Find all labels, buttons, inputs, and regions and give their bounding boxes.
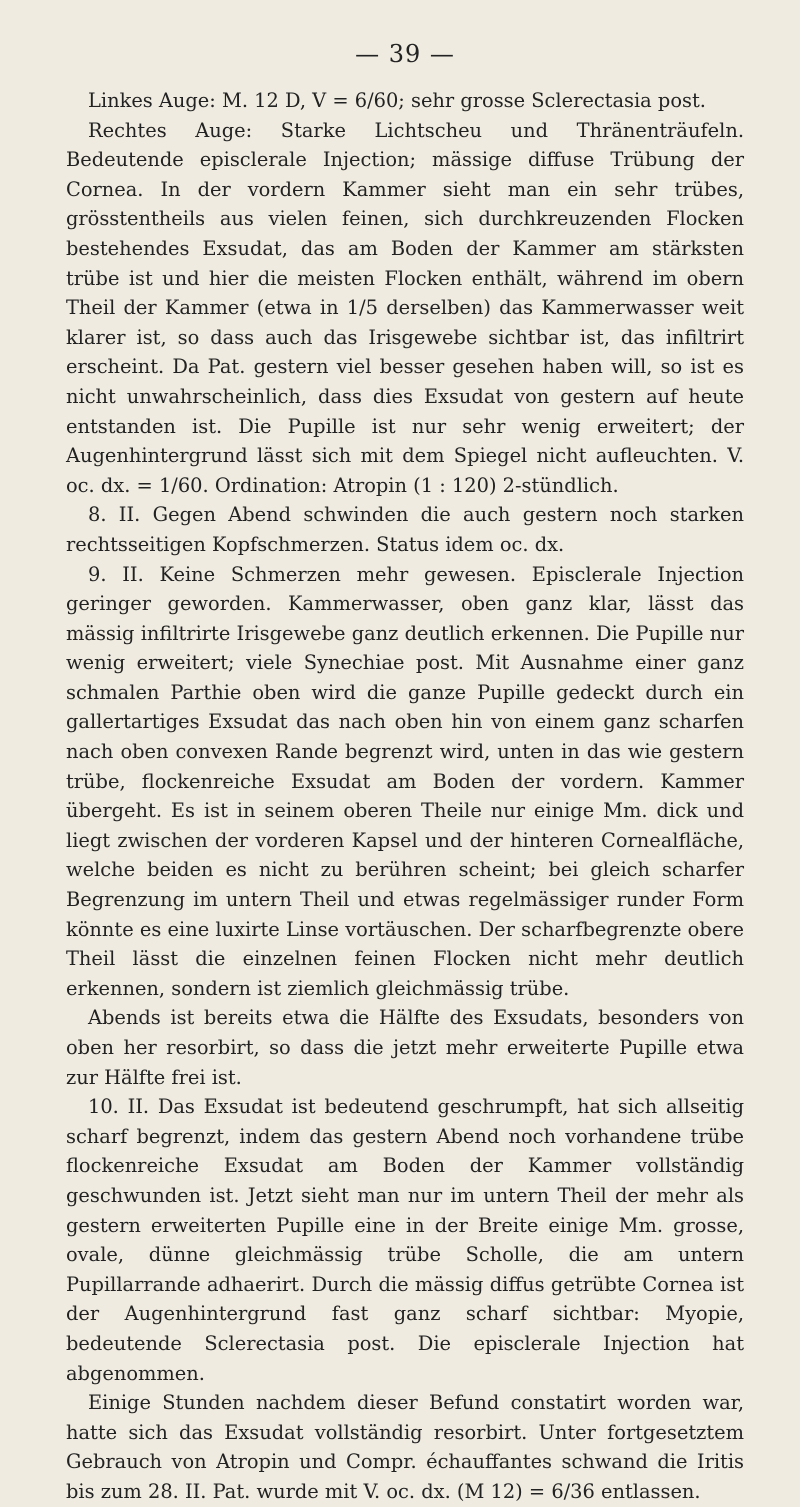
paragraph-evening: Abends ist bereits etwa die Hälfte des Exsudats, besonders von oben her resorbirt, so dass die jetzt mehr erweiterte Pupille etwa zur Hälfte frei ist. xyxy=(66,1006,744,1089)
paragraph-left-eye: Linkes Auge: M. 12 D, V = 6/60; sehr grosse Sclerectasia post. xyxy=(88,89,706,112)
paragraph-entry-10-ii: 10. II. Das Exsudat ist bedeutend geschrumpft, hat sich allseitig scharf begrenzt, indem das gestern Abend noch vorhandene trübe flockenreiche Exsudat am Boden der Kammer vollständig geschwunden ist. Jetzt sieht man nur im untern Theil der mehr als gestern erweiterten Pupille eine in der Breite einige Mm. grosse, ovale, dünne gleichmässig trübe Scholle, die am untern Pupillarrande adhaerirt. Durch die mässig diffus getrübte Cornea ist der Augenhintergrund fast ganz scharf sichtbar: Myopie, bedeutende Sclerectasia post. Die episclerale Injection hat abgenommen. xyxy=(66,1095,744,1385)
page-number: — 39 — xyxy=(355,40,455,68)
paragraph-entry-9-ii: 9. II. Keine Schmerzen mehr gewesen. Episclerale Injection geringer geworden. Kammerwasser, oben ganz klar, lässt das mässig infiltrirte Irisgewebe ganz deutlich erkennen. Die Pupille nur wenig erweitert; viele Synechiae post. Mit Ausnahme einer ganz schmalen Parthie oben wird die ganze Pupille gedeckt durch ein gallertartiges Exsudat das nach oben hin von einem ganz scharfen nach oben convexen Rande begrenzt wird, unten in das wie gestern trübe, flockenreiche Exsudat am Boden der vordern. Kammer übergeht. Es ist in seinem oberen Theile nur einige Mm. dick und liegt zwischen der vorderen Kapsel und der hinteren Cornealfläche, welche beiden es nicht zu berühren scheint; bei gleich scharfer Begrenzung im untern Theil und etwas regelmässiger runder Form könnte es eine luxirte Linse vortäuschen. Der scharfbegrenzte obere Theil lässt die einzelnen feinen Flocken nicht mehr deutlich erkennen, sondern ist ziemlich gleichmässig trübe. xyxy=(66,562,744,1000)
body-text xyxy=(66,86,744,1507)
paragraph-entry-8-ii: 8. II. Gegen Abend schwinden die auch gestern noch starken rechtsseitigen Kopfschmerzen. Status idem oc. dx. xyxy=(66,503,744,556)
paragraph-discharge: Einige Stunden nachdem dieser Befund constatirt worden war, hatte sich das Exsudat vollständig resorbirt. Unter fortgesetztem Gebrauch von Atropin und Compr. échauffantes schwand die Iritis bis zum 28. II. Pat. wurde mit V. oc. dx. (M 12) = 6/36 entlassen. xyxy=(66,1391,744,1503)
paragraph-right-eye: Rechtes Auge: Starke Lichtscheu und Thränenträufeln. Bedeutende episclerale Injection; mässige diffuse Trübung der Cornea. In der vordern Kammer sieht man ein sehr trübes, grösstentheils aus vielen feinen, sich durchkreuzenden Flocken bestehendes Exsudat, das am Boden der Kammer am stärksten trübe ist und hier die meisten Flocken enthält, während im obern Theil der Kammer (etwa in 1/5 derselben) das Kammerwasser weit klarer ist, so dass auch das Irisgewebe sichtbar ist, das infiltrirt erscheint. Da Pat. gestern viel besser gesehen haben will, so ist es nicht unwahrscheinlich, dass dies Exsudat von gestern auf heute entstanden ist. Die Pupille ist nur sehr wenig erweitert; der Augenhintergrund lässt sich mit dem Spiegel nicht aufleuchten. V. oc. dx. = 1/60. Ordination: Atropin (1 : 120) 2-stündlich. xyxy=(66,118,744,497)
